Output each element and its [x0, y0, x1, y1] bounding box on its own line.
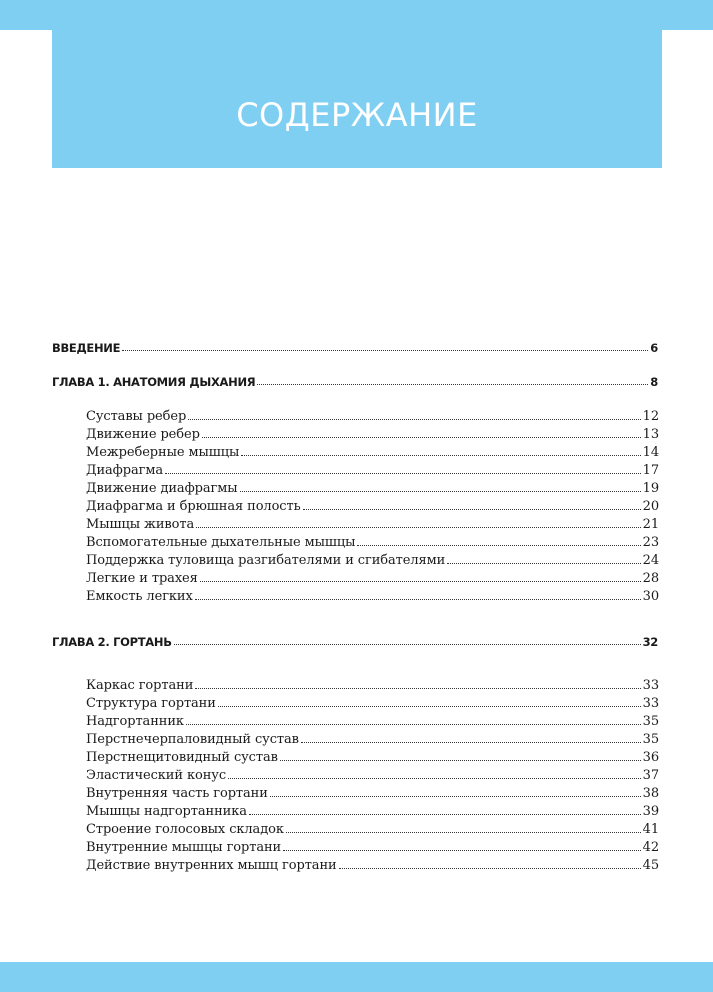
toc-label: Суставы ребер — [86, 409, 187, 424]
toc-label: Каркас гортани — [86, 678, 194, 693]
dot-leader — [174, 644, 641, 645]
toc-page-number: 8 — [650, 375, 658, 389]
dot-leader — [195, 599, 641, 600]
toc-entry[interactable] — [86, 678, 659, 693]
dot-leader — [257, 384, 648, 385]
toc-label: Емкость легких — [86, 589, 193, 604]
toc-label: Эластический конус — [86, 768, 226, 783]
toc-entry[interactable] — [86, 445, 659, 460]
toc-label: Поддержка туловища разгибателями и сгибателями — [86, 553, 446, 568]
title-band — [52, 30, 662, 168]
dot-leader — [286, 832, 641, 833]
toc-page-number: 36 — [642, 750, 659, 765]
toc-label: Диафрагма — [86, 463, 164, 478]
dot-leader — [218, 706, 641, 707]
toc-page-number: 30 — [642, 589, 659, 604]
toc-page-number: 19 — [642, 481, 659, 496]
toc-label: Внутренняя часть гортани — [86, 786, 268, 801]
toc-page-number: 23 — [642, 535, 659, 550]
toc-page-number: 35 — [642, 732, 659, 747]
toc-page-number: 33 — [642, 678, 659, 693]
page-title: СОДЕРЖАНИЕ — [236, 96, 478, 134]
page — [0, 30, 713, 962]
toc-label: Мышцы живота — [86, 517, 195, 532]
toc-page-number: 39 — [642, 804, 659, 819]
toc-entry[interactable] — [86, 463, 659, 478]
toc-label: Строение голосовых складок — [86, 822, 284, 837]
toc-label: Перстнещитовидный сустав — [86, 750, 278, 765]
dot-leader — [188, 419, 640, 420]
toc-page-number: 33 — [642, 696, 659, 711]
toc-label: ГЛАВА 2. ГОРТАНЬ — [52, 635, 172, 649]
dot-leader — [200, 581, 641, 582]
dot-leader — [228, 778, 641, 779]
toc-entry[interactable] — [86, 553, 659, 568]
toc-entry[interactable] — [86, 840, 659, 855]
toc-label: Надгортанник — [86, 714, 184, 729]
dot-leader — [270, 796, 641, 797]
toc-label: Перстнечерпаловидный сустав — [86, 732, 299, 747]
dot-leader — [339, 868, 641, 869]
toc-label: Легкие и трахея — [86, 571, 198, 586]
toc-chapter-1[interactable] — [52, 375, 658, 389]
toc-label: ВВЕДЕНИЕ — [52, 341, 121, 355]
toc-page-number: 13 — [642, 427, 659, 442]
toc-entry[interactable] — [86, 750, 659, 765]
toc-label: Структура гортани — [86, 696, 216, 711]
toc-entry[interactable] — [86, 481, 659, 496]
toc-label: Действие внутренних мышц гортани — [86, 858, 337, 873]
toc-entry[interactable] — [86, 696, 659, 711]
toc-page-number: 14 — [642, 445, 659, 460]
dot-leader — [249, 814, 641, 815]
toc-chapter-2[interactable] — [52, 635, 658, 649]
dot-leader — [186, 724, 641, 725]
toc-entry[interactable] — [86, 768, 659, 783]
toc-page-number: 45 — [642, 858, 659, 873]
toc-label: ГЛАВА 1. АНАТОМИЯ ДЫХАНИЯ — [52, 375, 256, 389]
toc-page-number: 37 — [642, 768, 659, 783]
toc-label: Движение диафрагмы — [86, 481, 238, 496]
toc-entry[interactable] — [86, 804, 659, 819]
toc-intro[interactable] — [52, 341, 658, 355]
toc-page-number: 12 — [642, 409, 659, 424]
toc-label: Вспомогательные дыхательные мышцы — [86, 535, 356, 550]
toc-label: Мышцы надгортанника — [86, 804, 247, 819]
toc-entry[interactable] — [86, 589, 659, 604]
toc-entry[interactable] — [86, 571, 659, 586]
dot-leader — [122, 350, 648, 351]
toc-page-number: 6 — [650, 341, 658, 355]
dot-leader — [165, 473, 641, 474]
toc-page-number: 35 — [642, 714, 659, 729]
toc-label: Движение ребер — [86, 427, 200, 442]
dot-leader — [357, 545, 640, 546]
toc-entry[interactable] — [86, 409, 659, 424]
toc-page-number: 21 — [642, 517, 659, 532]
toc-page-number: 41 — [642, 822, 659, 837]
toc-page-number: 20 — [642, 499, 659, 514]
dot-leader — [283, 850, 641, 851]
toc-entry[interactable] — [86, 714, 659, 729]
toc-entry[interactable] — [86, 786, 659, 801]
toc-entry[interactable] — [86, 732, 659, 747]
dot-leader — [202, 437, 641, 438]
toc-page-number: 17 — [642, 463, 659, 478]
toc-entry[interactable] — [86, 499, 659, 514]
dot-leader — [303, 509, 641, 510]
toc-entry[interactable] — [86, 858, 659, 873]
dot-leader — [241, 455, 640, 456]
toc-entry[interactable] — [86, 517, 659, 532]
toc-entry[interactable] — [86, 535, 659, 550]
toc-label: Межреберные мышцы — [86, 445, 240, 460]
toc-page-number: 42 — [642, 840, 659, 855]
toc-label: Внутренние мышцы гортани — [86, 840, 282, 855]
dot-leader — [301, 742, 641, 743]
dot-leader — [240, 491, 641, 492]
toc-entry[interactable] — [86, 427, 659, 442]
toc-page-number: 28 — [642, 571, 659, 586]
toc-entry[interactable] — [86, 822, 659, 837]
toc-page-number: 24 — [642, 553, 659, 568]
dot-leader — [196, 527, 641, 528]
toc-page-number: 38 — [642, 786, 659, 801]
toc-label: Диафрагма и брюшная полость — [86, 499, 301, 514]
dot-leader — [195, 688, 640, 689]
toc-page-number: 32 — [642, 635, 658, 649]
dot-leader — [447, 563, 641, 564]
dot-leader — [280, 760, 641, 761]
